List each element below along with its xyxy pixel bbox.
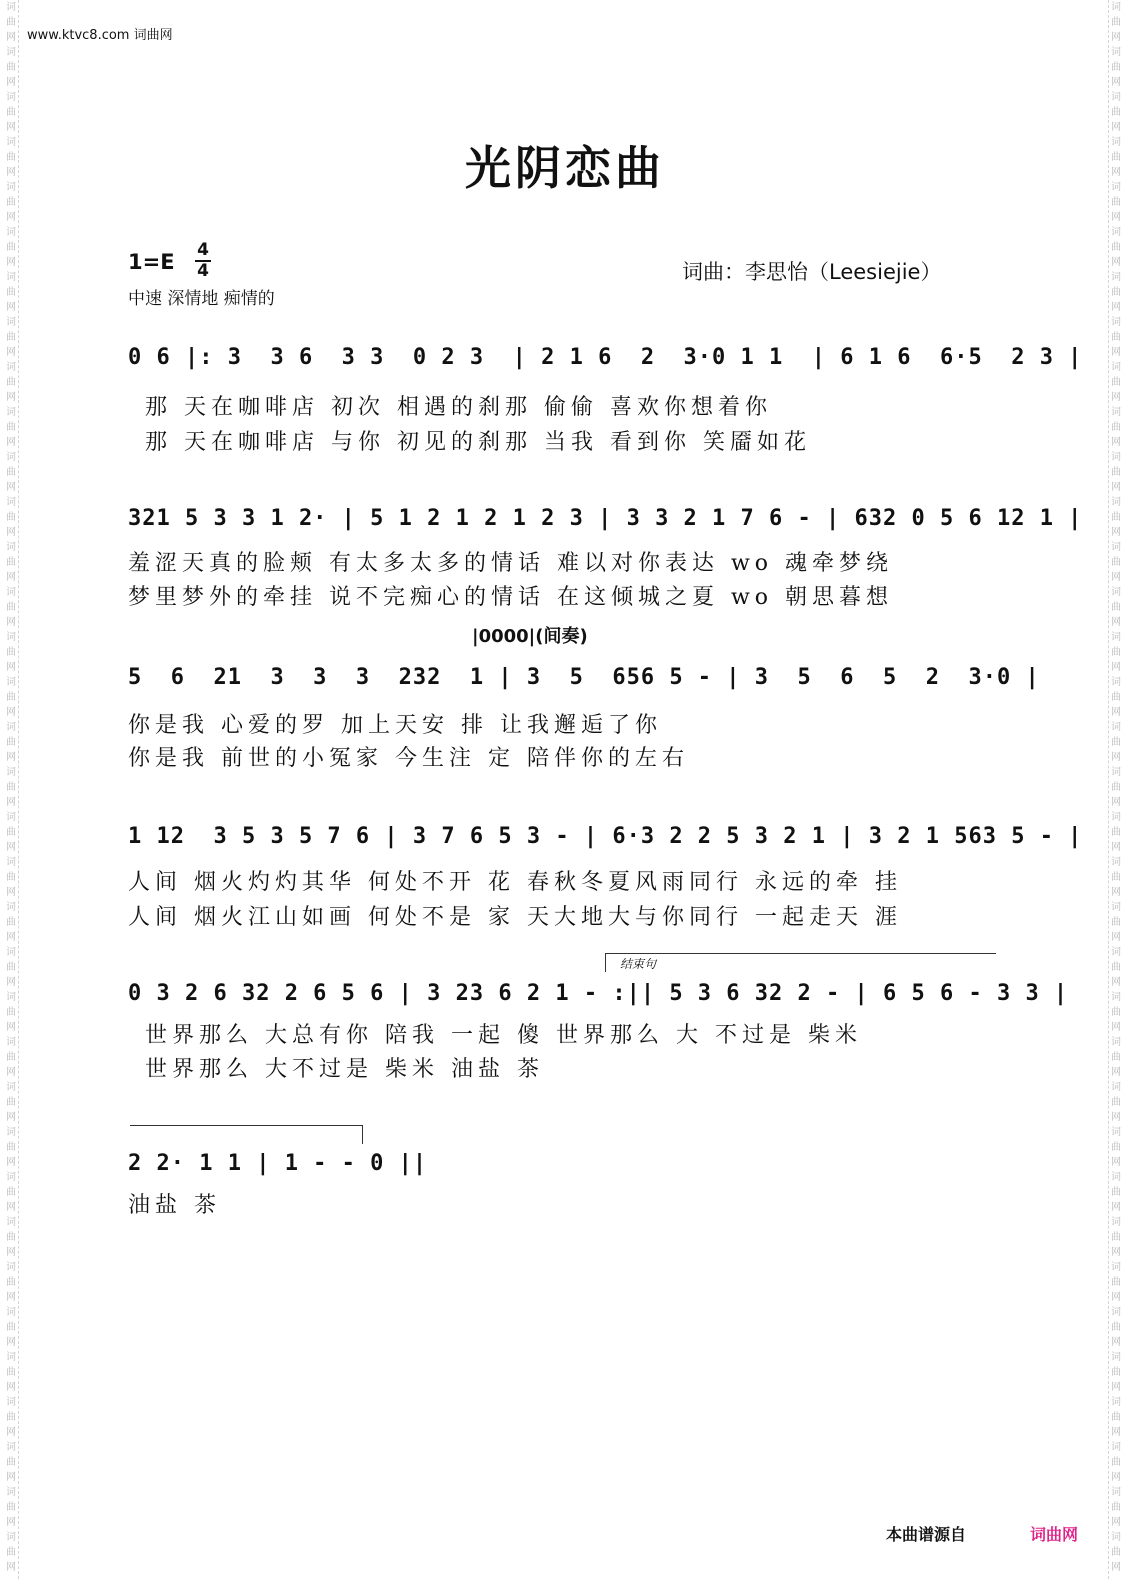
notation-line-6: 2 2· 1 1 | 1 - - 0 || — [128, 1151, 428, 1176]
watermark-char: 词 — [6, 1442, 16, 1453]
watermark-char: 曲 — [1111, 377, 1121, 388]
watermark-char: 曲 — [1111, 1502, 1121, 1513]
watermark-char: 曲 — [1111, 1232, 1121, 1243]
watermark-char: 词 — [1111, 857, 1121, 868]
watermark-char: 曲 — [1111, 962, 1121, 973]
watermark-char: 网 — [1111, 32, 1121, 43]
watermark-char: 词 — [1111, 902, 1121, 913]
watermark-char: 网 — [1111, 1427, 1121, 1438]
watermark-char: 词 — [1111, 92, 1121, 103]
watermark-char: 网 — [1111, 1562, 1121, 1573]
watermark-char: 曲 — [1111, 737, 1121, 748]
watermark-char: 网 — [1111, 77, 1121, 88]
watermark-char: 网 — [1111, 752, 1121, 763]
watermark-char: 曲 — [6, 1142, 16, 1153]
watermark-char: 曲 — [6, 1547, 16, 1558]
watermark-char: 词 — [6, 992, 16, 1003]
watermark-char: 词 — [1111, 1397, 1121, 1408]
watermark-char: 词 — [1111, 1172, 1121, 1183]
watermark-char: 曲 — [6, 1097, 16, 1108]
watermark-char: 曲 — [6, 422, 16, 433]
watermark-char: 词 — [1111, 1307, 1121, 1318]
watermark-char: 词 — [6, 227, 16, 238]
watermark-char: 词 — [1111, 317, 1121, 328]
lyric-line-1b: 那 天在咖啡店 与你 初见的刹那 当我 看到你 笑靥如花 — [145, 430, 811, 455]
watermark-char: 词 — [1111, 137, 1121, 148]
notation-line-4: 1 12 3 5 3 5 7 6 | 3 7 6 5 3 - | 6·3 2 2 5 3 2 1 | 3 2 1 563 5 - | — [128, 824, 1083, 849]
watermark-char: 曲 — [6, 962, 16, 973]
time-signature-top: 4 — [197, 240, 209, 260]
watermark-char: 网 — [1111, 1517, 1121, 1528]
watermark-char: 词 — [6, 677, 16, 688]
watermark-char: 曲 — [1111, 242, 1121, 253]
watermark-char: 曲 — [1111, 1457, 1121, 1468]
watermark-char: 网 — [1111, 662, 1121, 673]
lyric-line-4a: 人间 烟火灼灼其华 何处不开 花 春秋冬夏风雨同行 永远的牵 挂 — [128, 870, 902, 895]
watermark-char: 词 — [1111, 812, 1121, 823]
notation-line-5: 0 3 2 6 32 2 6 5 6 | 3 23 6 2 1 - :|| 5 3 6 32 2 - | 6 5 6 - 3 3 | — [128, 981, 1069, 1006]
watermark-char: 曲 — [1111, 1007, 1121, 1018]
watermark-char: 网 — [6, 1337, 16, 1348]
watermark-char: 词 — [6, 1352, 16, 1363]
watermark-char: 网 — [6, 1382, 16, 1393]
watermark-char: 词 — [1111, 1217, 1121, 1228]
notation-line-3: 5 6 21 3 3 3 232 1 | 3 5 656 5 - | 3 5 6 5 2 3·0 | — [128, 665, 1040, 690]
watermark-char: 曲 — [6, 1007, 16, 1018]
watermark-char: 词 — [1111, 2, 1121, 13]
watermark-char: 曲 — [1111, 1187, 1121, 1198]
watermark-char: 曲 — [1111, 1142, 1121, 1153]
watermark-char: 网 — [1111, 437, 1121, 448]
watermark-char: 网 — [1111, 1382, 1121, 1393]
watermark-char: 词 — [6, 767, 16, 778]
watermark-char: 词 — [1111, 227, 1121, 238]
watermark-char: 曲 — [1111, 1547, 1121, 1558]
watermark-char: 词 — [1111, 182, 1121, 193]
watermark-char: 词 — [6, 2, 16, 13]
watermark-char: 网 — [6, 122, 16, 133]
watermark-char: 词 — [6, 587, 16, 598]
lyric-line-5a: 世界那么 大总有你 陪我 一起 傻 世界那么 大 不过是 柴米 — [145, 1023, 862, 1048]
watermark-char: 网 — [6, 707, 16, 718]
watermark-char: 词 — [6, 1532, 16, 1543]
time-signature — [195, 242, 211, 280]
watermark-char: 网 — [6, 797, 16, 808]
watermark-char: 曲 — [1111, 1052, 1121, 1063]
lyric-line-3b: 你是我 前世的小冤家 今生注 定 陪伴你的左右 — [128, 746, 689, 771]
lyric-line-5b: 世界那么 大不过是 柴米 油盐 茶 — [145, 1057, 544, 1082]
watermark-char: 词 — [6, 317, 16, 328]
watermark-char: 词 — [6, 362, 16, 373]
watermark-char: 网 — [6, 1517, 16, 1528]
watermark-char: 词 — [6, 1172, 16, 1183]
watermark-char: 曲 — [6, 602, 16, 613]
watermark-char: 网 — [6, 617, 16, 628]
watermark-char: 词 — [1111, 47, 1121, 58]
watermark-char: 网 — [1111, 1022, 1121, 1033]
watermark-char: 网 — [6, 1247, 16, 1258]
watermark-char: 曲 — [1111, 422, 1121, 433]
watermark-char: 曲 — [1111, 917, 1121, 928]
watermark-char: 词 — [6, 1037, 16, 1048]
watermark-char: 曲 — [1111, 602, 1121, 613]
lyric-line-3a: 你是我 心爱的罗 加上天安 排 让我邂逅了你 — [128, 713, 662, 738]
watermark-char: 网 — [6, 212, 16, 223]
watermark-char: 曲 — [6, 737, 16, 748]
watermark-char: 网 — [6, 32, 16, 43]
watermark-char: 词 — [1111, 722, 1121, 733]
watermark-char: 网 — [1111, 887, 1121, 898]
watermark-char: 曲 — [6, 1412, 16, 1423]
watermark-char: 网 — [6, 887, 16, 898]
watermark-char: 网 — [6, 167, 16, 178]
watermark-char: 词 — [1111, 407, 1121, 418]
watermark-char: 网 — [6, 257, 16, 268]
watermark-char: 网 — [1111, 617, 1121, 628]
watermark-char: 曲 — [1111, 1367, 1121, 1378]
watermark-char: 网 — [1111, 167, 1121, 178]
watermark-char: 网 — [6, 302, 16, 313]
watermark-char: 网 — [1111, 1247, 1121, 1258]
watermark-char: 曲 — [6, 1367, 16, 1378]
watermark-char: 网 — [6, 1022, 16, 1033]
watermark-char: 曲 — [6, 242, 16, 253]
watermark-char: 词 — [6, 902, 16, 913]
song-title: 光阴恋曲 — [465, 141, 665, 195]
watermark-char: 网 — [6, 1157, 16, 1168]
watermark-char: 网 — [6, 752, 16, 763]
watermark-char: 曲 — [6, 377, 16, 388]
watermark-char: 网 — [6, 1562, 16, 1573]
watermark-char: 曲 — [6, 917, 16, 928]
watermark-char: 词 — [1111, 1127, 1121, 1138]
watermark-char: 网 — [6, 1472, 16, 1483]
watermark-char: 网 — [1111, 347, 1121, 358]
watermark-char: 词 — [6, 1262, 16, 1273]
watermark-char: 曲 — [6, 557, 16, 568]
watermark-char: 词 — [1111, 272, 1121, 283]
watermark-char: 曲 — [1111, 1412, 1121, 1423]
ending-bracket — [605, 953, 996, 972]
footer-source: 本曲谱源自 — [886, 1525, 967, 1544]
watermark-char: 词 — [1111, 1037, 1121, 1048]
watermark-char: 词 — [1111, 1442, 1121, 1453]
watermark-char: 曲 — [6, 17, 16, 28]
watermark-char: 网 — [1111, 257, 1121, 268]
watermark-char: 网 — [6, 842, 16, 853]
watermark-char: 网 — [1111, 1337, 1121, 1348]
watermark-char: 网 — [1111, 1472, 1121, 1483]
watermark-char: 网 — [6, 977, 16, 988]
watermark-char: 词 — [6, 542, 16, 553]
notation-line-2: 321 5 3 3 1 2· | 5 1 2 1 2 1 2 3 | 3 3 2 1 7 6 - | 632 0 5 6 12 1 | — [128, 506, 1083, 531]
watermark-char: 词 — [1111, 1487, 1121, 1498]
watermark-char: 网 — [6, 437, 16, 448]
watermark-char: 曲 — [1111, 17, 1121, 28]
watermark-char: 曲 — [6, 872, 16, 883]
watermark-char: 网 — [1111, 842, 1121, 853]
watermark-char: 曲 — [1111, 62, 1121, 73]
watermark-char: 网 — [6, 932, 16, 943]
watermark-char: 曲 — [6, 197, 16, 208]
key-signature: 1=E — [128, 250, 175, 274]
notation-line-1: 0 6 |: 3 3 6 3 3 0 2 3 | 2 1 6 2 3·0 1 1 | 6 1 6 6·5 2 3 | — [128, 345, 1083, 370]
watermark-char: 网 — [1111, 1112, 1121, 1123]
tempo-marking: 中速 深情地 痴情的 — [128, 289, 275, 309]
watermark-char: 曲 — [1111, 1322, 1121, 1333]
watermark-char: 网 — [1111, 977, 1121, 988]
watermark-char: 网 — [6, 1292, 16, 1303]
watermark-char: 曲 — [1111, 332, 1121, 343]
watermark-char: 曲 — [1111, 872, 1121, 883]
watermark-char: 词 — [6, 407, 16, 418]
right-watermark-strip — [1108, 0, 1123, 1579]
watermark-char: 网 — [1111, 932, 1121, 943]
watermark-char: 网 — [1111, 1202, 1121, 1213]
watermark-char: 曲 — [6, 467, 16, 478]
watermark-char: 词 — [1111, 1262, 1121, 1273]
watermark-char: 曲 — [6, 647, 16, 658]
watermark-char: 词 — [1111, 587, 1121, 598]
watermark-char: 网 — [6, 572, 16, 583]
watermark-char: 词 — [1111, 1082, 1121, 1093]
watermark-char: 词 — [6, 1307, 16, 1318]
watermark-char: 词 — [1111, 362, 1121, 373]
lyric-line-2a: 羞涩天真的脸颊 有太多太多的情话 难以对你表达 wo 魂牵梦绕 — [128, 551, 894, 576]
watermark-char: 网 — [6, 1067, 16, 1078]
watermark-char: 词 — [1111, 452, 1121, 463]
watermark-char: 词 — [6, 47, 16, 58]
watermark-char: 词 — [1111, 1352, 1121, 1363]
watermark-char: 网 — [1111, 482, 1121, 493]
time-signature-bottom: 4 — [197, 261, 209, 281]
footer-site-link[interactable]: 词曲网 — [1030, 1525, 1079, 1544]
watermark-char: 词 — [6, 632, 16, 643]
ending-bracket-2 — [130, 1125, 363, 1144]
watermark-char: 网 — [6, 392, 16, 403]
watermark-char: 词 — [6, 137, 16, 148]
watermark-char: 网 — [6, 77, 16, 88]
lyric-line-6: 油盐 茶 — [128, 1193, 221, 1218]
watermark-char: 词 — [1111, 677, 1121, 688]
watermark-char: 曲 — [6, 1277, 16, 1288]
watermark-char: 词 — [1111, 497, 1121, 508]
watermark-char: 词 — [6, 812, 16, 823]
watermark-char: 词 — [6, 182, 16, 193]
watermark-char: 词 — [6, 722, 16, 733]
watermark-char: 曲 — [6, 62, 16, 73]
watermark-char: 网 — [1111, 707, 1121, 718]
watermark-char: 网 — [6, 1427, 16, 1438]
watermark-char: 词 — [6, 1487, 16, 1498]
watermark-char: 词 — [6, 1127, 16, 1138]
watermark-char: 曲 — [6, 1322, 16, 1333]
watermark-char: 网 — [1111, 302, 1121, 313]
watermark-char: 词 — [6, 92, 16, 103]
watermark-char: 网 — [1111, 527, 1121, 538]
watermark-char: 曲 — [1111, 467, 1121, 478]
watermark-char: 网 — [6, 1202, 16, 1213]
lyric-line-4b: 人间 烟火江山如画 何处不是 家 天大地大与你同行 一起走天 涯 — [128, 905, 902, 930]
watermark-char: 曲 — [1111, 647, 1121, 658]
watermark-char: 曲 — [1111, 287, 1121, 298]
watermark-char: 词 — [6, 1217, 16, 1228]
watermark-char: 词 — [1111, 542, 1121, 553]
watermark-char: 曲 — [1111, 1277, 1121, 1288]
author-credit: 词曲：李思怡（Leesiejie） — [682, 260, 942, 284]
watermark-char: 网 — [1111, 572, 1121, 583]
watermark-char: 曲 — [6, 827, 16, 838]
interlude-marking: |0000|(间奏) — [472, 626, 588, 647]
watermark-char: 曲 — [1111, 782, 1121, 793]
watermark-char: 网 — [1111, 1292, 1121, 1303]
lyric-line-1a: 那 天在咖啡店 初次 相遇的刹那 偷偷 喜欢你想着你 — [145, 395, 772, 420]
watermark-char: 词 — [1111, 632, 1121, 643]
watermark-char: 曲 — [1111, 512, 1121, 523]
watermark-char: 词 — [1111, 1532, 1121, 1543]
watermark-char: 网 — [1111, 1157, 1121, 1168]
watermark-char: 网 — [6, 662, 16, 673]
watermark-char: 网 — [6, 482, 16, 493]
watermark-char: 词 — [1111, 767, 1121, 778]
watermark-char: 曲 — [6, 692, 16, 703]
watermark-char: 曲 — [6, 107, 16, 118]
watermark-char: 曲 — [1111, 827, 1121, 838]
watermark-char: 曲 — [6, 287, 16, 298]
watermark-char: 网 — [1111, 392, 1121, 403]
left-watermark-strip — [4, 0, 19, 1579]
watermark-char: 曲 — [1111, 107, 1121, 118]
watermark-char: 网 — [6, 1112, 16, 1123]
watermark-char: 曲 — [6, 1052, 16, 1063]
watermark-char: 词 — [6, 497, 16, 508]
watermark-char: 网 — [6, 347, 16, 358]
watermark-char: 网 — [1111, 1067, 1121, 1078]
watermark-char: 曲 — [1111, 152, 1121, 163]
lyric-line-2b: 梦里梦外的牵挂 说不完痴心的情话 在这倾城之夏 wo 朝思暮想 — [128, 585, 894, 610]
watermark-char: 曲 — [6, 152, 16, 163]
watermark-char: 网 — [1111, 212, 1121, 223]
watermark-char: 曲 — [1111, 197, 1121, 208]
watermark-char: 曲 — [6, 512, 16, 523]
watermark-char: 曲 — [6, 332, 16, 343]
watermark-char: 词 — [6, 452, 16, 463]
watermark-char: 曲 — [6, 1187, 16, 1198]
watermark-char: 曲 — [6, 782, 16, 793]
watermark-char: 网 — [6, 527, 16, 538]
watermark-char: 曲 — [6, 1502, 16, 1513]
watermark-char: 词 — [6, 272, 16, 283]
watermark-char: 词 — [6, 857, 16, 868]
watermark-char: 网 — [1111, 797, 1121, 808]
watermark-char: 词 — [6, 947, 16, 958]
watermark-char: 词 — [6, 1082, 16, 1093]
watermark-char: 曲 — [6, 1232, 16, 1243]
watermark-char: 曲 — [1111, 557, 1121, 568]
watermark-char: 曲 — [6, 1457, 16, 1468]
watermark-char: 曲 — [1111, 1097, 1121, 1108]
watermark-char: 网 — [1111, 122, 1121, 133]
ending-label: 结束句 — [620, 957, 657, 971]
watermark-char: 词 — [1111, 947, 1121, 958]
watermark-char: 曲 — [1111, 692, 1121, 703]
site-url: www.ktvc8.com 词曲网 — [27, 28, 173, 43]
watermark-char: 词 — [6, 1397, 16, 1408]
watermark-char: 词 — [1111, 992, 1121, 1003]
